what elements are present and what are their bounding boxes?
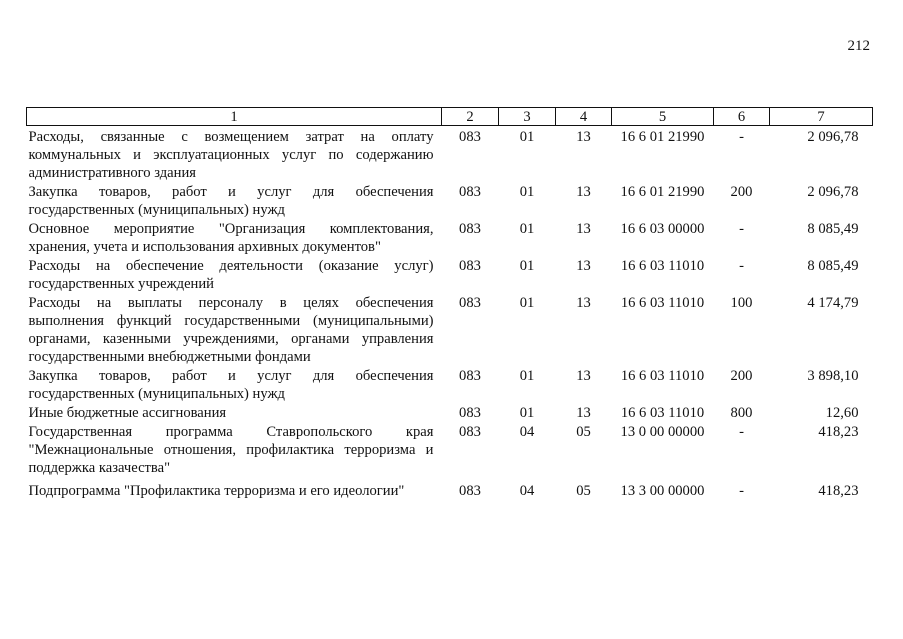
table-row [27,257,873,294]
target-article-code: 13 3 00 00000 [620,483,705,499]
target-article-code: 16 6 03 11010 [620,258,705,274]
amount: 8 085,49 [807,258,859,274]
target-article-code: 16 6 03 00000 [620,221,705,237]
section-code: 01 [519,295,535,311]
expense-type-code: - [739,483,744,499]
amount: 3 898,10 [807,368,859,384]
subsection-code: 13 [576,129,591,145]
target-article-code: 16 6 01 21990 [620,184,705,200]
expense-type-code: - [739,221,744,237]
section-code: 01 [519,129,535,145]
table-row [27,183,873,220]
header-col-3: 3 [499,108,556,126]
header-row [27,108,873,126]
header-col-7: 7 [770,108,873,126]
table-row [27,404,873,423]
amount: 418,23 [818,424,859,440]
table-row [27,482,873,501]
ministry-code: 083 [459,258,481,274]
subsection-code: 13 [576,295,591,311]
header-col-1: 1 [27,108,442,126]
expense-name: Основное мероприятие "Организация комплектования, хранения, учета и использования архивных документов" [28,221,434,255]
expense-type-code: 200 [730,184,753,200]
subsection-code: 13 [576,221,591,237]
expense-name: Расходы на обеспечение деятельности (оказание услуг) государственных учреждений [28,258,434,292]
subsection-code: 05 [576,483,591,499]
expense-name: Закупка товаров, работ и услуг для обеспечения государственных (муниципальных) нужд [28,368,434,402]
expense-type-code: - [739,129,744,145]
ministry-code: 083 [459,405,481,421]
table-row [27,294,873,367]
amount: 8 085,49 [807,221,859,237]
header-col-4: 4 [556,108,612,126]
ministry-code: 083 [459,483,481,499]
expense-name: Государственная программа Ставропольского края "Межнациональные отношения, профилактика терроризма и поддержка казачества" [28,424,434,476]
amount: 2 096,78 [807,129,859,145]
amount: 12,60 [825,405,859,421]
expense-name: Расходы, связанные с возмещением затрат на оплату коммунальных и эксплуатационных услуг по содержанию административного здания [28,129,434,181]
section-code: 04 [519,483,535,499]
target-article-code: 16 6 01 21990 [620,129,705,145]
expense-type-code: 800 [730,405,753,421]
section-code: 01 [519,405,535,421]
amount: 2 096,78 [807,184,859,200]
section-code: 04 [519,424,535,440]
section-code: 01 [519,258,535,274]
ministry-code: 083 [459,184,481,200]
table-row [27,128,873,183]
ministry-code: 083 [459,129,481,145]
expense-type-code: 100 [730,295,753,311]
header-col-5: 5 [612,108,714,126]
expense-type-code: 200 [730,368,753,384]
section-code: 01 [519,221,535,237]
section-code: 01 [519,184,535,200]
expense-name: Расходы на выплаты персоналу в целях обеспечения выполнения функций государственными (муниципальными) органами, казенными учреждениями, органами управления государственными внебюджетными фондами [28,295,434,365]
subsection-code: 13 [576,405,591,421]
ministry-code: 083 [459,221,481,237]
target-article-code: 16 6 03 11010 [620,295,705,311]
ministry-code: 083 [459,295,481,311]
table-row [27,367,873,404]
subsection-code: 05 [576,424,591,440]
subsection-code: 13 [576,184,591,200]
target-article-code: 16 6 03 11010 [620,405,705,421]
target-article-code: 13 0 00 00000 [620,424,705,440]
table-row [27,423,873,478]
page-number: 212 [847,38,870,54]
expense-name: Подпрограмма "Профилактика терроризма и его идеологии" [28,483,405,499]
expense-name: Иные бюджетные ассигнования [28,405,227,421]
ministry-code: 083 [459,368,481,384]
subsection-code: 13 [576,258,591,274]
header-col-2: 2 [442,108,499,126]
expense-type-code: - [739,258,744,274]
expense-name: Закупка товаров, работ и услуг для обеспечения государственных (муниципальных) нужд [28,184,434,218]
amount: 4 174,79 [807,295,859,311]
table-row [27,220,873,257]
ministry-code: 083 [459,424,481,440]
amount: 418,23 [818,483,859,499]
subsection-code: 13 [576,368,591,384]
header-col-6: 6 [714,108,770,126]
expense-type-code: - [739,424,744,440]
budget-table [26,107,873,501]
target-article-code: 16 6 03 11010 [620,368,705,384]
section-code: 01 [519,368,535,384]
